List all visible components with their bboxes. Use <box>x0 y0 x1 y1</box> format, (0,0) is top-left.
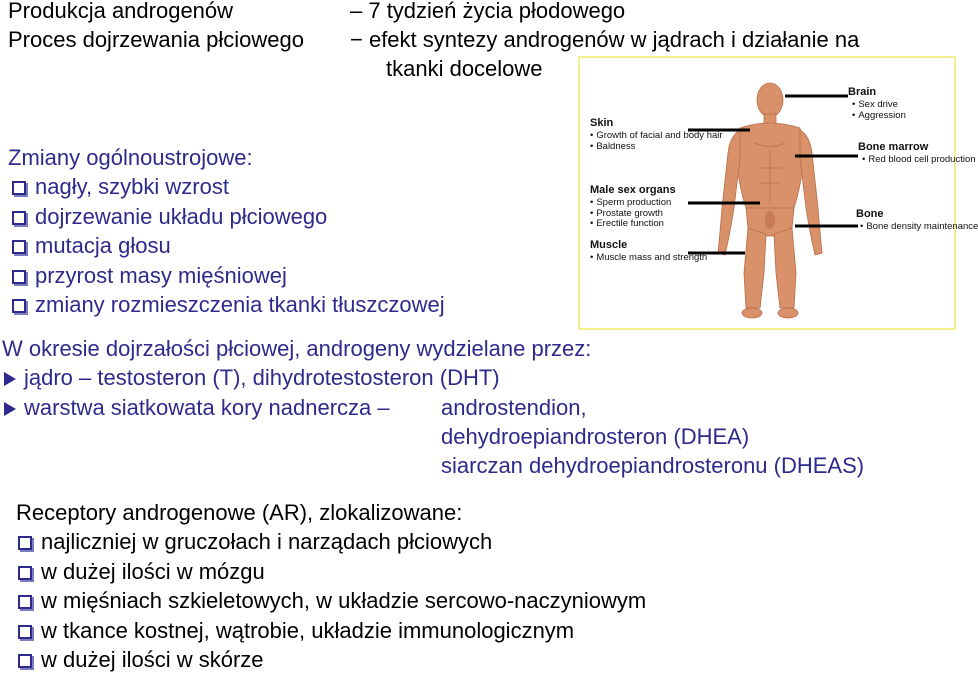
list-item <box>18 586 646 616</box>
list-item <box>12 261 445 291</box>
checkbox-bullet-icon <box>18 595 32 609</box>
figure-brain-item: • Sex drive <box>852 100 906 111</box>
checkbox-bullet-icon <box>12 181 26 195</box>
figure-marrow-item: • Red blood cell production <box>862 155 976 166</box>
list-item <box>18 645 646 675</box>
list-item <box>12 172 445 202</box>
figure-brain-list <box>852 100 906 121</box>
list-item <box>18 616 646 646</box>
checkbox-bullet-icon <box>18 625 32 639</box>
list-item-text: nagły, szybki wzrost <box>35 174 229 199</box>
figure-brain-title: Brain <box>848 86 877 98</box>
figure-male-item: • Sperm production <box>590 198 671 209</box>
checkbox-bullet-icon <box>18 566 32 580</box>
list-item-text: dojrzewanie układu płciowego <box>35 203 328 229</box>
figure-skin-list <box>590 131 723 152</box>
arrow-bullet-icon <box>4 402 16 416</box>
checkbox-bullet-icon <box>12 270 26 284</box>
checkbox-bullet-icon <box>12 240 26 254</box>
checkbox-bullet-icon <box>18 654 32 668</box>
figure-marrow-list <box>862 155 976 166</box>
list-item-text: przyrost masy mięśniowej <box>35 262 287 288</box>
list-item <box>12 290 445 320</box>
figure-skin-item: • Growth of facial and body hair <box>590 131 723 142</box>
secretion-item-testis <box>4 363 500 392</box>
figure-muscle-item: • Muscle mass and strength <box>590 253 707 264</box>
changes-title: Zmiany ogólnoustrojowe: <box>8 145 253 170</box>
list-item-text: w dużej ilości w skórze <box>41 647 264 672</box>
list-item-text: w tkance kostnej, wątrobie, układzie immunologicznym <box>41 617 575 643</box>
figure-bone-list <box>860 222 978 233</box>
header-line1-left: Produkcja androgenów <box>8 0 234 23</box>
figure-brain-item: • Aggression <box>852 111 906 122</box>
list-item-text: zmiany rozmieszczenia tkanki tłuszczowej <box>35 292 445 317</box>
arrow-bullet-icon <box>4 372 16 386</box>
header-line3: tkanki docelowe <box>386 56 543 81</box>
figure-muscle-list <box>590 253 707 264</box>
figure-male-item: • Prostate growth <box>590 209 671 220</box>
figure-male-title: Male sex organs <box>590 184 676 196</box>
secretion-title: W okresie dojrzałości płciowej, androgeny wydzielane przez: <box>2 336 592 361</box>
adrenal-product-3: siarczan dehydroepiandrosteronu (DHEAS) <box>441 453 865 478</box>
figure-skin-item: • Baldness <box>590 142 723 153</box>
checkbox-bullet-icon <box>18 536 32 550</box>
list-item-text: najliczniej w gruczołach i narządach płciowych <box>41 529 493 554</box>
checkbox-bullet-icon <box>12 211 26 225</box>
list-item <box>12 202 445 232</box>
list-item <box>18 527 646 557</box>
figure-bone-title: Bone <box>856 208 884 220</box>
header-line2-right: − efekt syntezy androgenów w jądrach i działanie na <box>350 27 860 52</box>
figure-male-item: • Erectile function <box>590 219 671 230</box>
secretion-item-text: warstwa siatkowata kory nadnercza – <box>24 395 390 420</box>
header-line2-left: Proces dojrzewania płciowego <box>8 27 304 52</box>
secretion-item-text: jądro – testosteron (T), dihydrotestosteron (DHT) <box>24 365 500 390</box>
list-item-text: w mięśniach szkieletowych, w układzie sercowo-naczyniowym <box>41 588 647 613</box>
list-item <box>18 557 646 587</box>
checkbox-bullet-icon <box>12 299 26 313</box>
figure-muscle-title: Muscle <box>590 239 628 251</box>
receptors-title: Receptory androgenowe (AR), zlokalizowane: <box>16 500 463 525</box>
figure-skin-title: Skin <box>590 117 614 129</box>
receptors-list <box>18 527 646 675</box>
androgen-effects-figure <box>578 56 978 330</box>
list-item-text: mutacja głosu <box>35 233 171 258</box>
adrenal-product-2: dehydroepiandrosteron (DHEA) <box>441 424 750 449</box>
figure-male-list <box>590 198 671 230</box>
figure-marrow-title: Bone marrow <box>858 141 929 153</box>
header-line1-right: – 7 tydzień życia płodowego <box>350 0 626 23</box>
secretion-item-adrenal <box>4 393 390 422</box>
list-item-text: w dużej ilości w mózgu <box>41 558 265 584</box>
figure-bone-item: • Bone density maintenance <box>860 222 978 233</box>
list-item <box>12 231 445 261</box>
changes-list <box>12 172 445 320</box>
adrenal-product-1: androstendion, <box>441 395 587 420</box>
